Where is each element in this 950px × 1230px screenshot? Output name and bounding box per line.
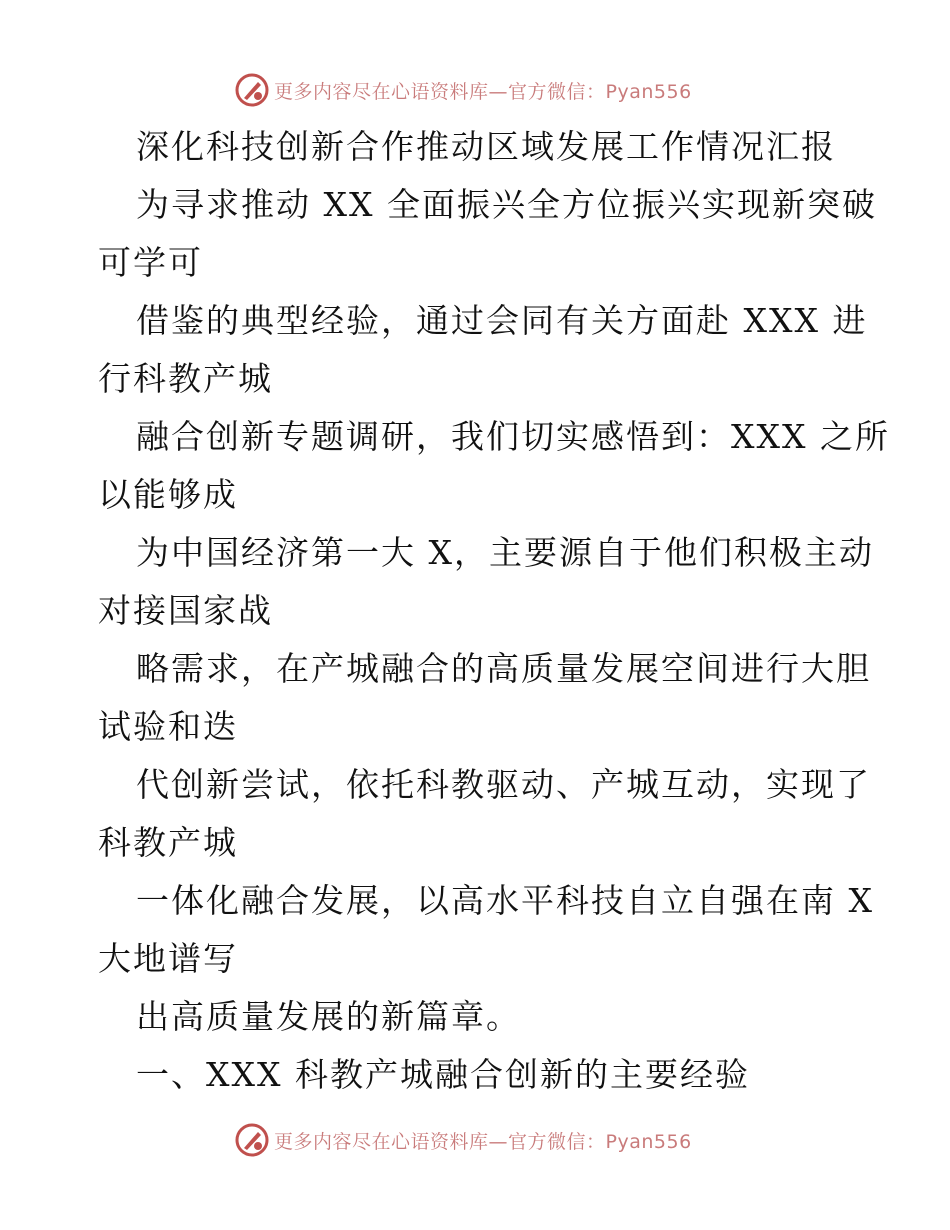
text-line: 以能够成	[98, 475, 238, 514]
text-line: 科教产城	[98, 823, 238, 862]
text-line: 试验和迭	[98, 707, 238, 746]
pen-logo-icon	[234, 1122, 270, 1158]
text-line: 行科教产城	[98, 359, 273, 398]
text-line: 融合创新专题调研，我们切实感悟到：XXX 之所	[136, 417, 890, 456]
document-title: 深化科技创新合作推动区域发展工作情况汇报	[136, 127, 836, 166]
watermark-footer	[234, 1120, 692, 1160]
pen-logo-icon	[234, 72, 270, 108]
text-line: 代创新尝试，依托科教驱动、产城互动，实现了	[136, 765, 871, 804]
watermark-text: 更多内容尽在心语资料库—官方微信：Pyan556	[274, 80, 692, 103]
text-line: 借鉴的典型经验，通过会同有关方面赴 XXX 进	[136, 301, 868, 340]
document-body	[98, 118, 890, 1104]
text-line: 略需求，在产城融合的高质量发展空间进行大胆	[136, 649, 871, 688]
section-heading: 一、XXX 科教产城融合创新的主要经验	[136, 1055, 750, 1094]
text-line: 为寻求推动 XX 全面振兴全方位振兴实现新突破	[136, 185, 877, 224]
text-line: 大地谱写	[98, 939, 238, 978]
text-line: 对接国家战	[98, 591, 273, 630]
text-line: 一体化融合发展，以高水平科技自立自强在南 X	[136, 881, 874, 920]
text-line: 为中国经济第一大 X，主要源自于他们积极主动	[136, 533, 874, 572]
text-line: 出高质量发展的新篇章。	[136, 997, 521, 1036]
watermark-header	[234, 70, 692, 110]
text-line: 可学可	[98, 243, 203, 282]
watermark-text: 更多内容尽在心语资料库—官方微信：Pyan556	[274, 1130, 692, 1153]
